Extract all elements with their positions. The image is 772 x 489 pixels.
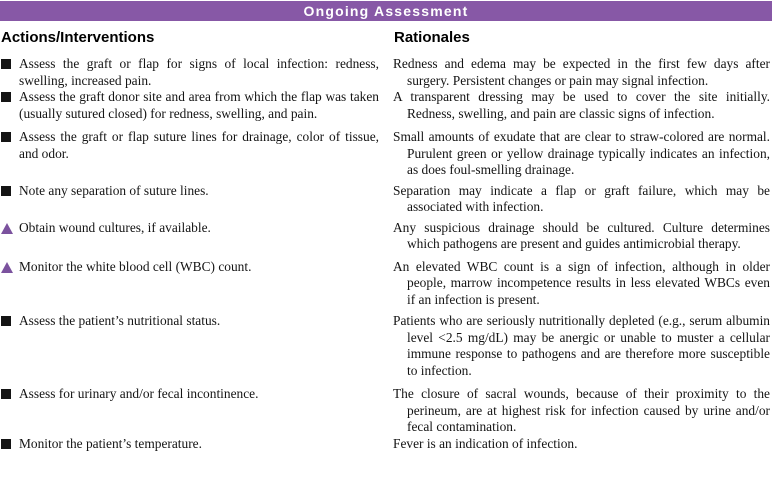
action-text: Assess for urinary and/or fecal incontinence. <box>19 386 259 401</box>
square-bullet-icon <box>1 186 11 196</box>
action-text: Monitor the white blood cell (WBC) count. <box>19 258 252 274</box>
table-row <box>1 259 772 309</box>
action-text: Assess the graft donor site and area from which the flap was taken (usually sutured closed) for redness, swelling, and pain. <box>19 89 379 121</box>
triangle-bullet-icon <box>1 223 13 234</box>
rationale-text: Redness and edema may be expected in the first few days after surgery. Persistent changes or pain may signal infection. <box>393 56 770 88</box>
table-row <box>1 89 772 122</box>
action-text: Obtain wound cultures, if available. <box>19 219 211 235</box>
action-text: Assess the patient’s nutritional status. <box>19 313 221 328</box>
action-text: Assess the graft or flap suture lines for drainage, color of tissue, and odor. <box>19 129 379 161</box>
action-text: Note any separation of suture lines. <box>19 182 209 198</box>
rationale-text: Separation may indicate a flap or graft failure, which may be associated with infection. <box>393 182 770 214</box>
action-cell <box>1 56 393 89</box>
square-bullet-icon <box>1 132 11 142</box>
square-bullet-icon <box>1 59 11 69</box>
action-cell <box>1 129 393 179</box>
table-body <box>0 56 772 452</box>
table-title: Ongoing Assessment <box>303 2 469 19</box>
action-cell <box>1 89 393 122</box>
action-cell <box>1 220 393 253</box>
action-cell <box>1 183 393 216</box>
action-cell <box>1 436 393 453</box>
triangle-bullet-icon <box>1 262 13 273</box>
assessment-table-page <box>0 1 772 489</box>
table-row <box>1 183 772 216</box>
square-bullet-icon <box>1 316 11 326</box>
action-cell <box>1 313 393 379</box>
rationale-text: An elevated WBC count is a sign of infection, although in older people, marrow incompetence results in less elevated WBCs even if an infection is present. <box>393 258 770 307</box>
table-row <box>1 313 772 379</box>
rationale-text: A transparent dressing may be used to cover the site initially. Redness, swelling, and pain are classic signs of infection. <box>393 89 770 121</box>
rationale-text: Fever is an indication of infection. <box>393 435 578 451</box>
rationale-text: Patients who are seriously nutritionally depleted (e.g., serum albumin level <2.5 mg/dL) may be anergic or unable to muster a cellular immune response to pathogens and are therefore more susceptible to infection. <box>393 313 770 378</box>
table-row <box>1 220 772 253</box>
action-text: Monitor the patient’s temperature. <box>19 435 202 451</box>
rationales-column-header: Rationales <box>394 29 470 46</box>
table-row <box>1 386 772 436</box>
table-row <box>1 129 772 179</box>
square-bullet-icon <box>1 92 11 102</box>
rationale-text: Any suspicious drainage should be cultured. Culture determines which pathogens are present and guides antimicrobial therapy. <box>393 219 770 251</box>
action-cell <box>1 386 393 436</box>
action-text: Assess the graft or flap for signs of local infection: redness, swelling, increased pain. <box>19 56 379 88</box>
square-bullet-icon <box>1 439 11 449</box>
table-row <box>1 436 772 453</box>
square-bullet-icon <box>1 389 11 399</box>
column-header-row <box>0 30 772 46</box>
table-row <box>1 56 772 89</box>
action-cell <box>1 259 393 309</box>
rationale-text: Small amounts of exudate that are clear to straw-colored are normal. Purulent green or yellow drainage typically indicates an infection, as does foul-smelling drainage. <box>393 129 770 177</box>
actions-column-header: Actions/Interventions <box>1 29 155 46</box>
rationale-text: The closure of sacral wounds, because of their proximity to the perineum, are at highest risk for infection caused by urine and/or fecal contamination. <box>393 386 770 434</box>
table-title-banner <box>0 1 772 21</box>
